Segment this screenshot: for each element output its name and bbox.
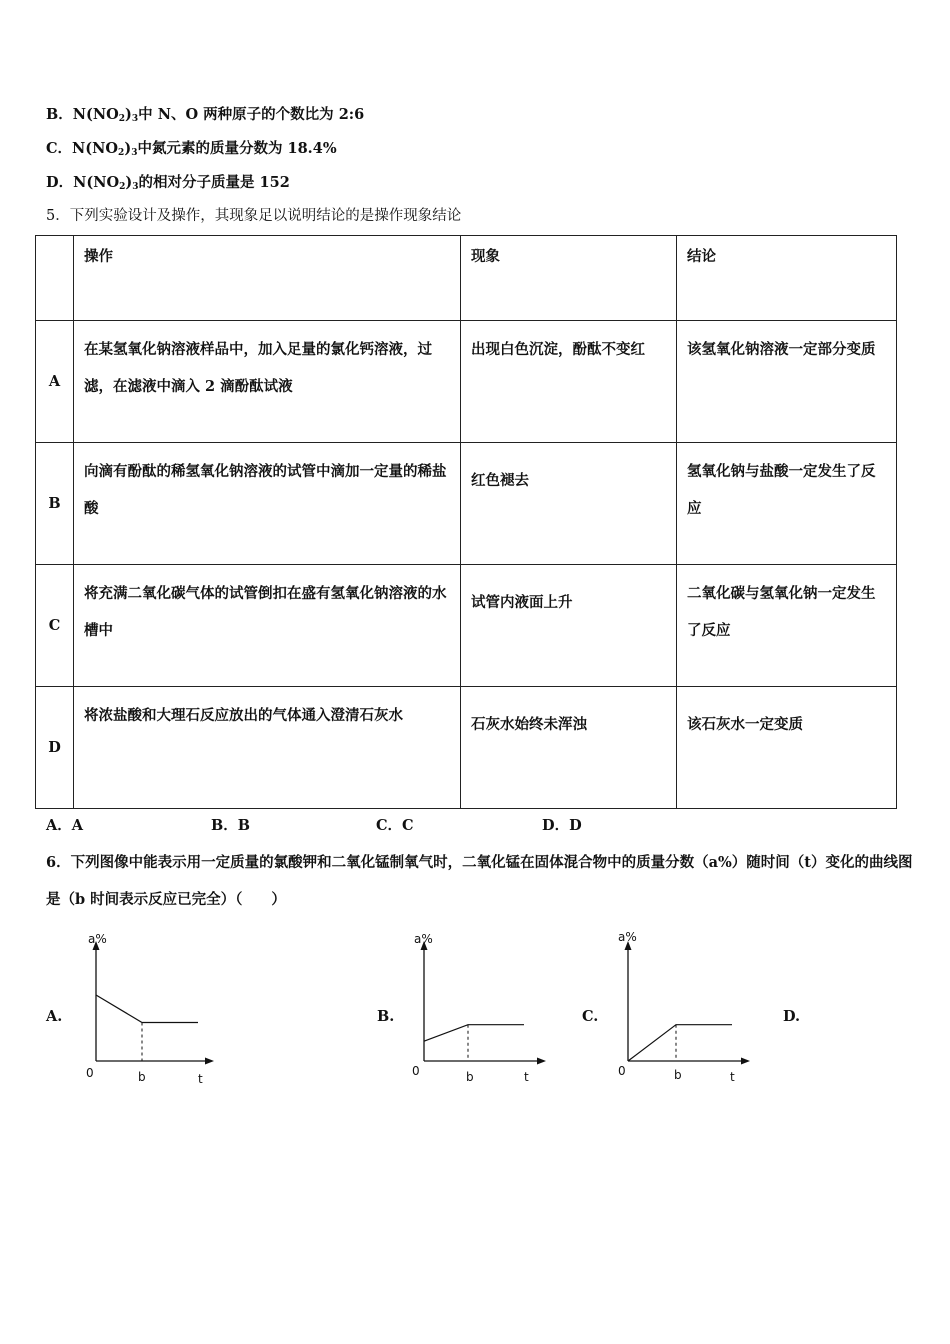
table-row <box>36 443 897 565</box>
row-key: A <box>36 321 74 443</box>
x-axis-arrow <box>537 1058 546 1065</box>
table-row <box>36 565 897 687</box>
graph-label-d[interactable]: D. <box>783 1008 801 1025</box>
y-axis-label: a% <box>88 932 107 946</box>
row-phenomenon: 石灰水始终未浑浊 <box>461 687 677 809</box>
choice-d[interactable]: D．D <box>542 817 582 834</box>
x-axis-label: t <box>198 1072 203 1086</box>
experiment-table <box>35 235 897 809</box>
choice-b[interactable]: B．B <box>211 817 251 834</box>
header-conclusion: 结论 <box>677 236 897 321</box>
y-axis-label: a% <box>414 932 433 946</box>
graph-label-b[interactable]: B. <box>377 1008 395 1025</box>
row-key: B <box>36 443 74 565</box>
x-axis-label: t <box>524 1070 529 1084</box>
row-operation: 在某氢氧化钠溶液样品中，加入足量的氯化钙溶液，过滤，在滤液中滴入 2 滴酚酞试液 <box>74 321 461 443</box>
curve-line <box>96 995 198 1023</box>
table-row <box>36 687 897 809</box>
row-conclusion: 二氧化碳与氢氧化钠一定发生了反应 <box>677 565 897 687</box>
x-axis-arrow <box>205 1058 214 1065</box>
option-d: D．$N(NO_2)_3$的相对分子质量是 152 <box>46 174 290 192</box>
row-operation: 将充满二氧化碳气体的试管倒扣在盛有氢氧化钠溶液的水槽中 <box>74 565 461 687</box>
row-conclusion: 该氢氧化钠溶液一定部分变质 <box>677 321 897 443</box>
graph-a <box>80 925 220 1085</box>
choice-c[interactable]: C．C <box>376 817 414 834</box>
row-key: D <box>36 687 74 809</box>
graph-label-a[interactable]: A. <box>46 1008 63 1025</box>
curve-line <box>424 1025 524 1042</box>
header-phenomenon: 现象 <box>461 236 677 321</box>
graph-b <box>408 925 558 1085</box>
b-tick-label: b <box>674 1068 682 1082</box>
option-c: C．$N(NO_2)_3$中氮元素的质量分数为 18.4% <box>46 140 337 158</box>
graph-c <box>612 925 762 1085</box>
choice-a[interactable]: A．A <box>46 817 84 834</box>
y-axis-label: a% <box>618 930 637 944</box>
origin-label: 0 <box>86 1066 94 1080</box>
x-axis-arrow <box>741 1058 750 1065</box>
row-operation: 向滴有酚酞的稀氢氧化钠溶液的试管中滴加一定量的稀盐酸 <box>74 443 461 565</box>
table-header-row <box>36 236 897 321</box>
header-operation: 操作 <box>74 236 461 321</box>
table-row <box>36 321 897 443</box>
header-key <box>36 236 74 321</box>
graph-label-c[interactable]: C. <box>582 1008 599 1025</box>
q6-stem: 6．下列图像中能表示用一定质量的氯酸钾和二氧化锰制氧气时，二氧化锰在固体混合物中的质量分数（a%）随时间（t）变化的曲线图是（b 时间表示反应已完全）（ ） <box>46 854 913 908</box>
x-axis-label: t <box>730 1070 735 1084</box>
row-phenomenon: 试管内液面上升 <box>461 565 677 687</box>
row-phenomenon: 出现白色沉淀，酚酞不变红 <box>461 321 677 443</box>
row-conclusion: 该石灰水一定变质 <box>677 687 897 809</box>
b-tick-label: b <box>466 1070 474 1084</box>
row-key: C <box>36 565 74 687</box>
q5-stem: 5．下列实验设计及操作，其现象足以说明结论的是操作现象结论 <box>46 208 462 224</box>
origin-label: 0 <box>412 1064 420 1078</box>
origin-label: 0 <box>618 1064 626 1078</box>
curve-line <box>628 1025 732 1061</box>
row-phenomenon: 红色褪去 <box>461 443 677 565</box>
row-conclusion: 氢氧化钠与盐酸一定发生了反应 <box>677 443 897 565</box>
option-b: B．$N(NO_2)_3$中 N、O 两种原子的个数比为 2:6 <box>46 106 365 124</box>
b-tick-label: b <box>138 1070 146 1084</box>
row-operation: 将浓盐酸和大理石反应放出的气体通入澄清石灰水 <box>74 687 461 809</box>
